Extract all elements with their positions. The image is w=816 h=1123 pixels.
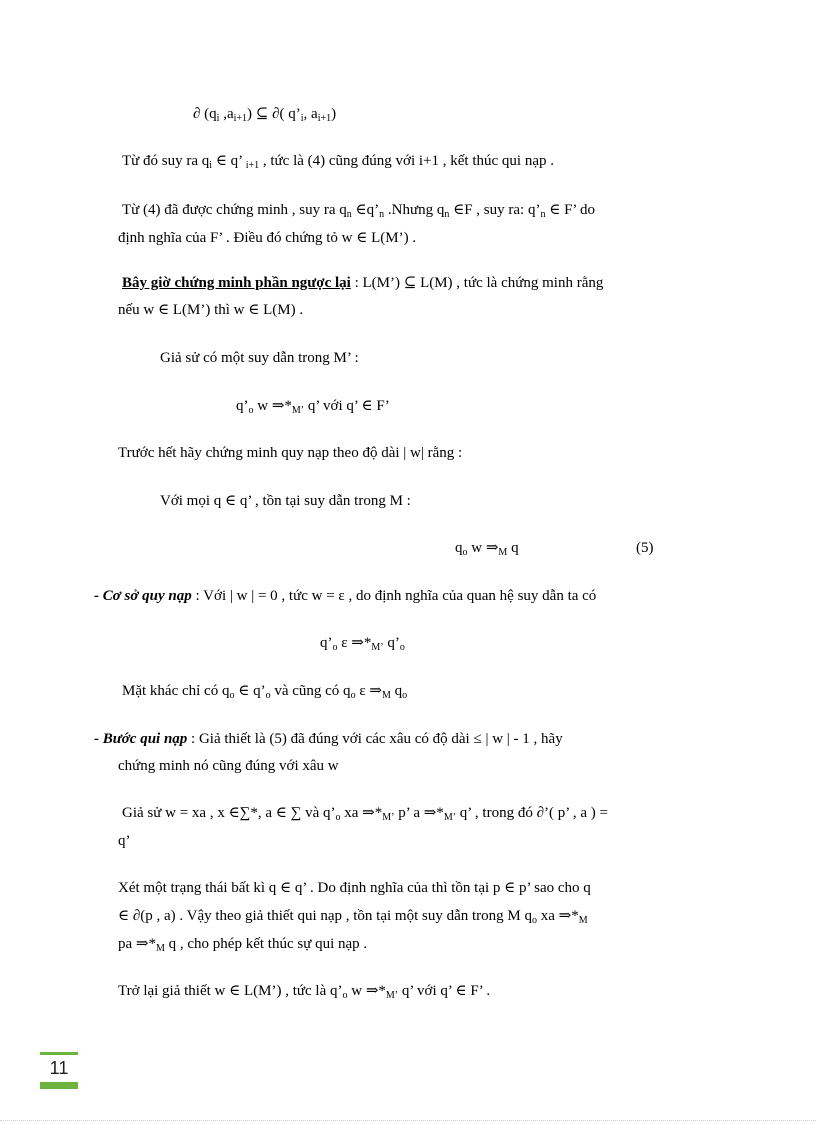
- paragraph-line-5: Bây giờ chứng minh phần ngược lại : L(M’) ⊆ L(M) , tức là chứng minh rằng: [122, 275, 604, 291]
- paragraph-line-19: Xét một trạng thái bất kì q ∈ q’ . Do định nghĩa của thì tồn tại p ∈ p’ sao cho q: [118, 880, 591, 896]
- formula-line-13: $q’_o$ ε $\Rightarrow*_{M’}$ $q’_o$: [320, 635, 405, 653]
- paragraph-line-7: Giả sử có một suy dẫn trong M’ :: [160, 350, 359, 366]
- page-number-bottom-bar: [40, 1082, 78, 1089]
- paragraph-line-18: q’: [118, 833, 131, 849]
- paragraph-line-3: Từ (4) đã được chứng minh , suy ra $q_n$ $\in q’_n$ .Nhưng $q_n$ ∈F , suy ra: $q’_n$ ∈ F’ do: [122, 202, 596, 220]
- equation-number: (5): [636, 540, 654, 556]
- formula-line-8: $q’_o$ w $\Rightarrow*_{M’}$ q’ với q’ ∈ F’: [236, 398, 390, 416]
- page-number: 11: [49, 1058, 69, 1078]
- formula-line-11: $q_o$ w $\Rightarrow_M$ q: [455, 540, 519, 558]
- paragraph-line-6: nếu w ∈ L(M’) thì w ∈ L(M) .: [118, 302, 304, 318]
- paragraph-line-15: - Bước qui nạp : Giả thiết là (5) đã đúng với các xâu có độ dài ≤ | w | - 1 , hãy: [94, 731, 563, 747]
- paragraph-line-22: Trở lại giả thiết w ∈ L(M’) , tức là $q’_o$ w $\Rightarrow*_{M’}$ q’ với q’ ∈ F’ .: [118, 983, 491, 1001]
- base-case-heading: - Cơ sở quy nạp: [94, 588, 192, 604]
- footer-divider: [0, 1120, 816, 1122]
- paragraph-line-9: Trước hết hãy chứng minh quy nạp theo độ dài | w| rằng :: [118, 445, 463, 461]
- section-heading: Bây giờ chứng minh phần ngược lại: [122, 275, 351, 291]
- formula-line-1: ∂ ($q_i$ $,a_{i+1}$) ⊆ ∂( $q’_i$, $a_{i+1}$): [193, 106, 337, 124]
- paragraph-line-2: Từ đó suy ra $q_i$ ∈ q’ $_{i+1}$ , tức là (4) cũng đúng với i+1 , kết thúc qui nạp .: [122, 153, 554, 171]
- paragraph-line-17: Giả sử w = xa , x ∈∑*, a ∈ ∑ và $q’_o$ xa $\Rightarrow*_{M’}$ p’ a $\Rightarrow*_{M’}$ q’ , trong đó ∂’( p’ , a ) =: [122, 805, 608, 823]
- paragraph-line-10: Với mọi q ∈ q’ , tồn tại suy dẫn trong M :: [160, 493, 411, 509]
- paragraph-line-4: định nghĩa của F’ . Điều đó chứng tỏ w ∈ L(M’) .: [118, 230, 417, 246]
- paragraph-line-16: chứng minh nó cũng đúng với xâu w: [118, 758, 339, 774]
- paragraph-line-20: ∈ ∂(p , a) . Vậy theo giả thiết qui nạp , tồn tại một suy dẫn trong M $q_o$ xa $\Rightarrow*_M$: [118, 908, 588, 926]
- page-number-badge: [40, 1052, 78, 1090]
- page-number-top-bar: [40, 1052, 78, 1055]
- inductive-step-heading: - Bước qui nạp: [94, 731, 188, 747]
- paragraph-line-14: Mặt khác chỉ có $q_o$ ∈ $q’_o$ và cũng có $q_o$ ε $\Rightarrow_M$ $q_o$: [122, 683, 408, 701]
- paragraph-line-21: pa $\Rightarrow*_M$ q , cho phép kết thúc sự qui nạp .: [118, 936, 368, 954]
- paragraph-line-12: - Cơ sở quy nạp : Với | w | = 0 , tức w = ε , do định nghĩa của quan hệ suy dẫn ta có: [94, 588, 597, 604]
